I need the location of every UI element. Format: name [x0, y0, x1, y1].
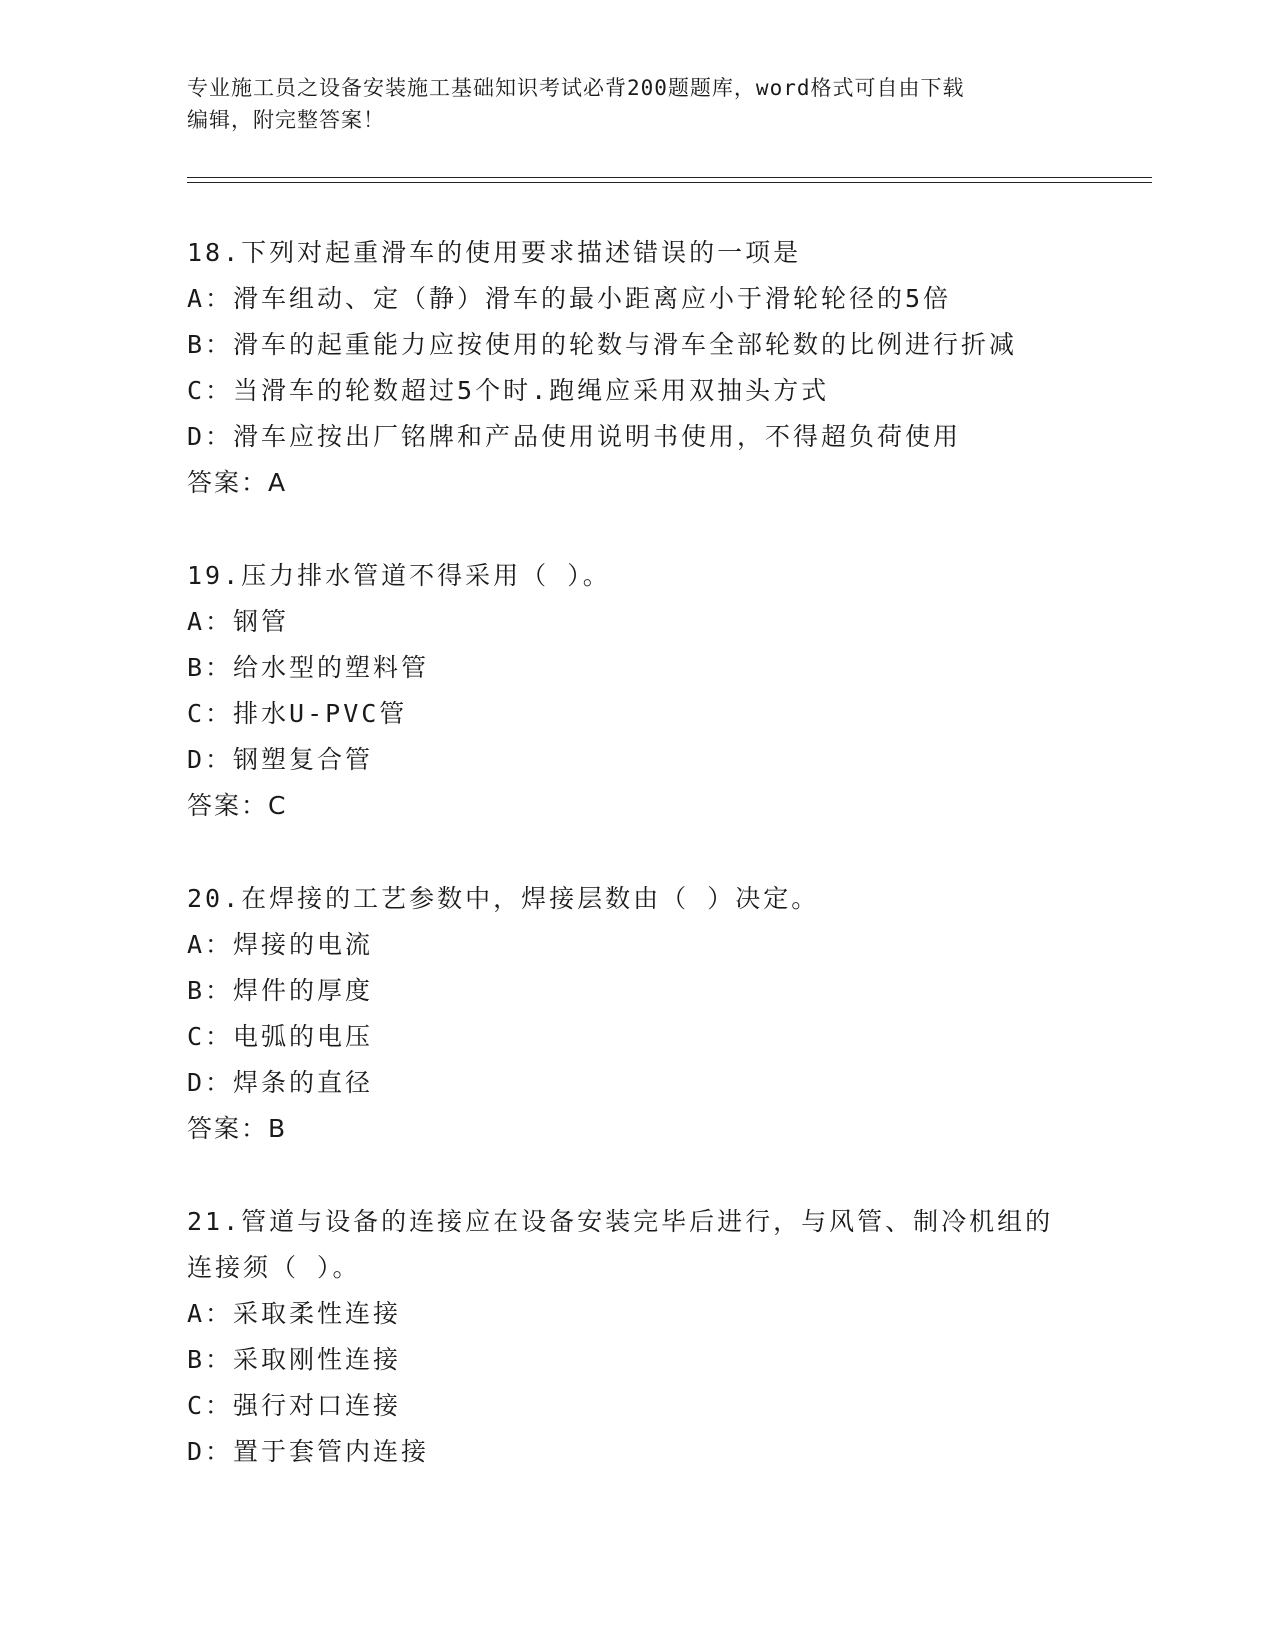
- question-21: [187, 1199, 1137, 1475]
- option-b: B：给水型的塑料管: [187, 653, 430, 682]
- document-header: [187, 72, 1087, 136]
- answer-label: 答案：B: [187, 1114, 288, 1143]
- option-b: B：滑车的起重能力应按使用的轮数与滑车全部轮数的比例进行折减: [187, 330, 1018, 359]
- question-stem-line-2: 连接须（ ）。: [187, 1253, 361, 1282]
- question-stem: 20.在焊接的工艺参数中，焊接层数由（ ）决定。: [187, 884, 820, 913]
- question-stem: 18.下列对起重滑车的使用要求描述错误的一项是: [187, 238, 802, 267]
- question-19: [187, 553, 1137, 829]
- option-d: D：置于套管内连接: [187, 1437, 430, 1466]
- header-divider-bottom: [187, 182, 1152, 183]
- option-c: C：强行对口连接: [187, 1391, 402, 1420]
- question-20: [187, 876, 1137, 1152]
- option-a: A：采取柔性连接: [187, 1299, 402, 1328]
- question-18: [187, 230, 1137, 506]
- answer-label: 答案：C: [187, 791, 288, 820]
- header-title-line-2: 编辑，附完整答案！: [187, 108, 385, 132]
- question-stem: 19.压力排水管道不得采用（ ）。: [187, 561, 611, 590]
- option-d: D：滑车应按出厂铭牌和产品使用说明书使用，不得超负荷使用: [187, 422, 962, 451]
- option-c: C：电弧的电压: [187, 1022, 374, 1051]
- header-divider-top: [187, 177, 1152, 178]
- option-d: D：钢塑复合管: [187, 745, 374, 774]
- option-a: A：滑车组动、定（静）滑车的最小距离应小于滑轮轮径的5倍: [187, 284, 952, 313]
- option-c: C：当滑车的轮数超过5个时.跑绳应采用双抽头方式: [187, 376, 830, 405]
- option-c: C：排水U-PVC管: [187, 699, 408, 728]
- header-title-line-1: 专业施工员之设备安装施工基础知识考试必背200题题库，word格式可自由下载: [187, 76, 965, 100]
- option-b: B：焊件的厚度: [187, 976, 374, 1005]
- option-d: D：焊条的直径: [187, 1068, 374, 1097]
- option-a: A：钢管: [187, 607, 290, 636]
- answer-label: 答案：A: [187, 468, 288, 497]
- option-a: A：焊接的电流: [187, 930, 374, 959]
- option-b: B：采取刚性连接: [187, 1345, 402, 1374]
- question-list: [187, 230, 1137, 1522]
- question-stem-line-1: 21.管道与设备的连接应在设备安装完毕后进行，与风管、制冷机组的: [187, 1207, 1054, 1236]
